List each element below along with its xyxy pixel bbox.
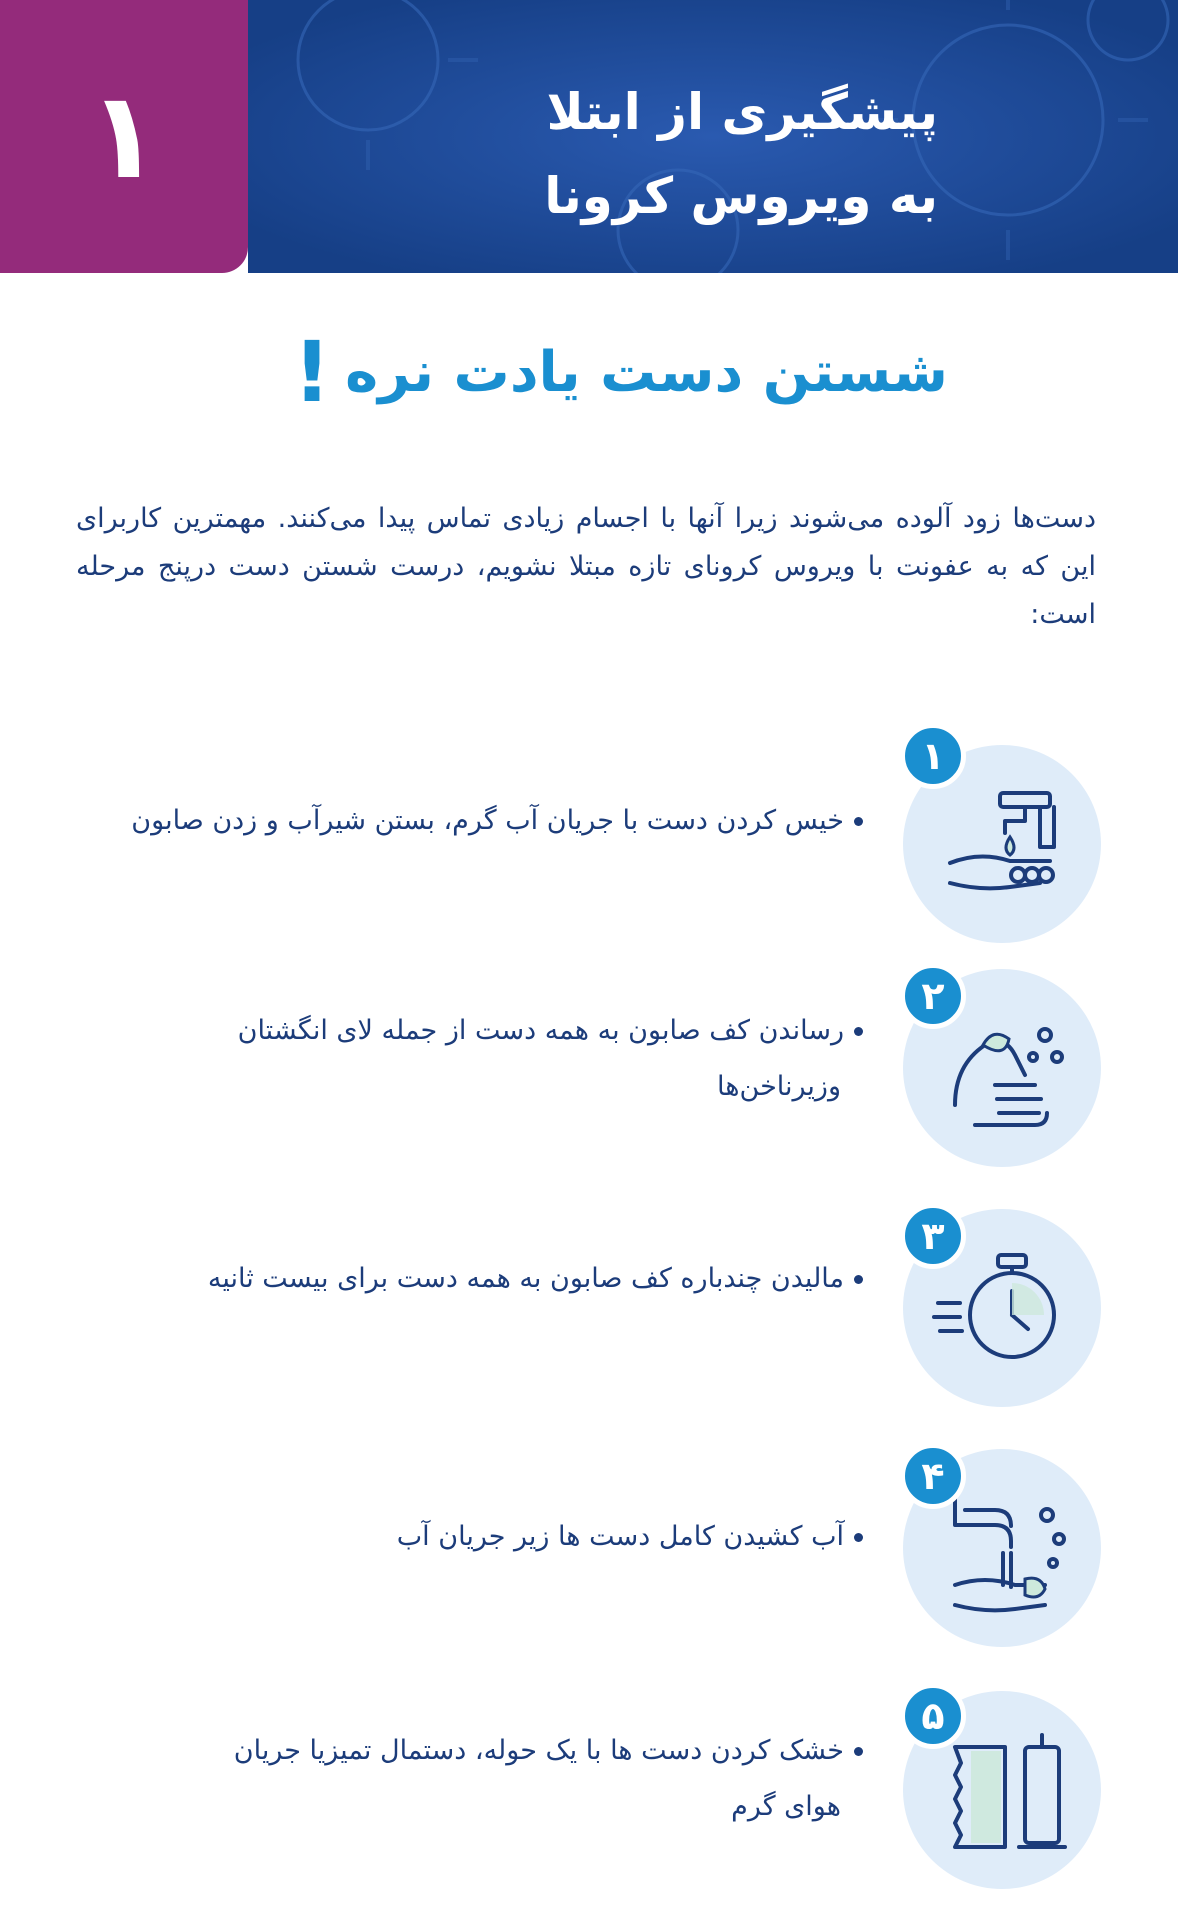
step-line-1: رساندن کف صابون به همه دست از جمله لای انگشتان (237, 1015, 844, 1046)
step-line-1: خیس کردن دست با جریان آب گرم، بستن شیرآب و زدن صابون (131, 805, 844, 836)
step-text (238, 1003, 863, 1115)
intro-paragraph: دست‌ها زود آلوده می‌شوند زیرا آنها با اجسام زیادی تماس پیدا می‌کنند. مهمترین کاربرای این که به عفونت با ویروس کرونای تازه مبتلا نشویم، درست شستن دست درپنج مرحله است: (76, 503, 1096, 630)
step-line-1: مالیدن چندباره کف صابون به همه دست برای بیست ثانیه (207, 1263, 844, 1294)
step-text (234, 1723, 863, 1835)
step-badge: ۱ (900, 723, 966, 789)
faucet-hands-icon (930, 763, 1080, 913)
section-title-text: شستن دست یادت نره (345, 339, 948, 405)
bullet (854, 1747, 863, 1756)
section-title (292, 323, 948, 421)
step-5 (0, 1683, 1178, 1903)
title-line-1: پیشگیری از ابتلا (546, 83, 938, 141)
step-line-1: خشک کردن دست ها با یک حوله، دستمال تمیزیا جریان (233, 1735, 844, 1766)
step-badge: ۳ (900, 1203, 966, 1269)
bullet (854, 1533, 863, 1542)
number-tab (0, 0, 248, 273)
paper-towel-icon (935, 1717, 1085, 1867)
step-text (397, 1509, 863, 1565)
step-text (131, 793, 863, 849)
bullet (854, 1027, 863, 1036)
step-badge: ۵ (900, 1683, 966, 1749)
header (0, 0, 1178, 273)
step-line-2: وزیرناخن‌ها (717, 1071, 841, 1102)
step-line-1: آب کشیدن کامل دست ها زیر جریان آب (396, 1521, 844, 1552)
step-3 (0, 1203, 1178, 1423)
step-badge: ۲ (900, 963, 966, 1029)
bullet (854, 1275, 863, 1284)
step-4 (0, 1443, 1178, 1663)
step-badge: ۴ (900, 1443, 966, 1509)
page-title (378, 70, 938, 238)
step-2 (0, 963, 1178, 1183)
exclamation-icon: ! (292, 323, 332, 421)
step-text (208, 1251, 863, 1307)
step-line-2: هوای گرم (731, 1791, 841, 1822)
step-1 (0, 723, 1178, 943)
title-line-2: به ویروس کرونا (544, 167, 938, 225)
page-number: ۱ (87, 67, 161, 206)
bullet (854, 817, 863, 826)
